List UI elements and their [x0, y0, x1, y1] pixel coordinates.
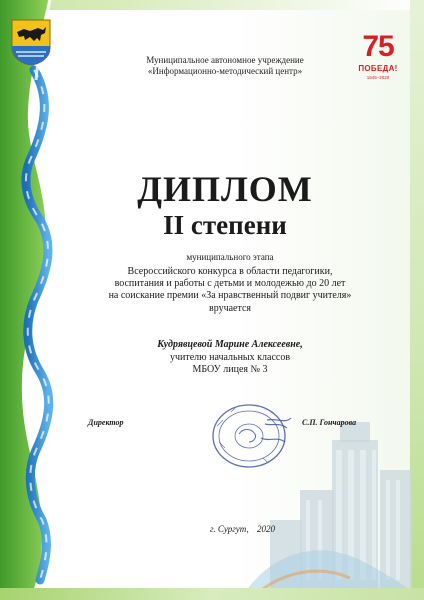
organization-line-1: Муниципальное автономное учреждение [146, 55, 304, 65]
round-seal-stamp-icon [207, 398, 293, 470]
emblem-years: 1945–2020 [366, 75, 390, 80]
organization-line-2: «Информационно-методический центр» [147, 66, 303, 76]
place-text: г. Сургут, [210, 524, 249, 534]
emblem-word: ПОБЕДА! [358, 64, 398, 73]
contest-line-3: на соискание премии «За нравственный подвиг учителя» [108, 290, 352, 301]
recipient-name: Кудрявцевой Марине Алексеевне, [157, 339, 303, 350]
place-and-year [210, 524, 275, 534]
year-text: 2020 [257, 524, 276, 534]
diploma-degree: II степени [163, 210, 287, 240]
ribbon-decoration [0, 0, 80, 600]
signature-role: Директор [88, 418, 124, 427]
diploma-title: ДИПЛОМ [137, 169, 313, 209]
bottom-edge-decoration [0, 588, 424, 600]
victory-75-emblem-icon [350, 32, 406, 90]
stage-text: муниципального этапа [186, 252, 274, 262]
contest-line-1: Всероссийского конкурса в области педагогики, [127, 266, 333, 277]
signature-name: С.П. Гончарова [302, 418, 357, 427]
recipient-school: МБОУ лицея № 3 [192, 364, 268, 375]
emblem-number: 75 [362, 30, 394, 63]
contest-line-4: вручается [208, 303, 252, 314]
recipient-position: учителю начальных классов [169, 352, 291, 363]
contest-line-2: воспитания и работы с детьми и молодежью до 20 лет [114, 278, 346, 289]
surgut-coat-of-arms-icon [10, 18, 52, 66]
